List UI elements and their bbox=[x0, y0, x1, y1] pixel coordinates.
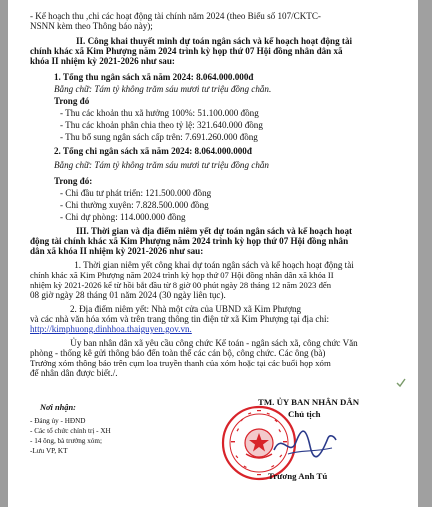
text-line-plan-item: - Kế hoạch thu ,chi các hoạt động tài chính năm 2024 (theo Biểu số 107/CKTC- bbox=[30, 11, 321, 21]
signature-organization: TM. ỦY BAN NHÂN DÂN bbox=[258, 397, 360, 407]
recipient-item: - Các tổ chức chính trị - XH bbox=[30, 427, 111, 435]
total-revenue-line: 1. Tổng thu ngân sách xã năm 2024: 8.064.000.000đ bbox=[54, 72, 254, 82]
instruction-line-3: Trưởng xóm thông báo trên cụm loa truyền thanh của xóm hoặc tại các buổi họp xóm bbox=[30, 358, 331, 368]
posting-location-line-2: và các nhà văn hóa xóm và trên trang thông tin điện tử xã Kim Phượng tại địa chỉ: bbox=[30, 314, 330, 324]
expenditure-item-1: - Chi đầu tư phát triển: 121.500.000 đồng bbox=[60, 188, 212, 198]
posting-time-line-1: 1. Thời gian niêm yết công khai dự toán ngân sách và kế hoạch hoạt động tài bbox=[74, 260, 354, 270]
instruction-line-2: phòng - thống kê gửi thông báo đến toàn thể các cán bộ, công chức. Các ông (bà) bbox=[30, 348, 326, 358]
posting-time-line-3: nhiệm kỳ 2021-2026 kể từ hồi bắt đầu từ 8 giờ 00 phút ngày 28 tháng 12 năm 2023 đến bbox=[30, 280, 331, 290]
section-2-heading-cont2: khóa II nhiệm kỳ 2021-2026 như sau: bbox=[30, 56, 175, 66]
text-line-plan-item-cont: NSNN kèm theo Thông báo này); bbox=[30, 21, 153, 31]
total-expenditure-in-words: Bằng chữ: Tám tỷ không trăm sáu mươi tư triệu đồng chẵn bbox=[54, 160, 269, 170]
document-page bbox=[30, 0, 398, 507]
posting-location-line-1: 2. Địa điểm niêm yết: Nhà một cửa của UBND xã Kim Phượng bbox=[70, 304, 302, 314]
total-expenditure-line: 2. Tổng chi ngân sách xã năm 2024: 8.064.000.000đ bbox=[54, 146, 252, 156]
section-2-heading: II. Công khai thuyết minh dự toán ngân sách và kế hoạch hoạt động tài bbox=[75, 36, 353, 46]
posting-time-line-4: 08 giờ ngày 28 tháng 01 năm 2024 (30 ngày liên tục). bbox=[30, 290, 226, 300]
revenue-item-3: - Thu bổ sung ngân sách cấp trên: 7.691.260.000 đồng bbox=[60, 132, 258, 142]
revenue-item-1: - Thu các khoản thu xã hưởng 100%: 51.100.000 đồng bbox=[60, 108, 259, 118]
posting-time-line-2: chính khác xã Kim Phượng năm 2024 trình kỳ họp thứ 07 Hội đồng nhân dân xã khóa II bbox=[30, 270, 334, 280]
recipient-item: -Lưu VP, KT bbox=[30, 447, 68, 455]
instruction-line-4: để nhân dân được biết./. bbox=[30, 368, 118, 378]
revenue-item-2: - Thu các khoản phân chia theo tỷ lệ: 321.640.000 đồng bbox=[60, 120, 263, 130]
website-link[interactable]: http://kimphuong.dinhhoa.thaiguyen.gov.vn. bbox=[30, 324, 192, 334]
recipients-title: Nơi nhận: bbox=[40, 403, 76, 412]
section-3-heading: III. Thời gian và địa điểm niêm yết dự toán ngân sách và kế hoạch hoạt bbox=[75, 226, 353, 236]
left-frame-border bbox=[0, 0, 8, 507]
check-mark-icon bbox=[396, 378, 406, 388]
recipient-item: - 14 ông, bà trưởng xóm; bbox=[30, 437, 102, 445]
expenditure-item-2: - Chi thường xuyên: 7.828.500.000 đồng bbox=[60, 200, 209, 210]
signatory-name: Trương Anh Tú bbox=[268, 471, 328, 481]
expenditure-item-3: - Chi dự phòng: 114.000.000 đồng bbox=[60, 212, 186, 222]
expenditure-breakdown-heading: Trong đó: bbox=[54, 176, 93, 186]
signature-role: Chủ tịch bbox=[288, 409, 321, 419]
section-3-heading-cont2: dân xã khóa II nhiệm kỳ 2021-2026 như sau: bbox=[30, 246, 204, 256]
handwritten-signature bbox=[270, 424, 340, 464]
total-revenue-in-words: Bằng chữ: Tám tỷ không trăm sáu mươi tư triệu đồng chẵn. bbox=[54, 84, 272, 94]
revenue-breakdown-heading: Trong đó bbox=[54, 96, 90, 106]
instruction-line-1: Ủy ban nhân dân xã yêu cầu công chức Kế toán - ngân sách xã, công chức Văn bbox=[70, 338, 358, 348]
recipient-item: - Đảng ủy - HĐND bbox=[30, 417, 86, 425]
section-3-heading-cont: động tài chính khác xã Kim Phượng năm 2024 trình kỳ họp thứ 07 Hội đồng nhân bbox=[30, 236, 349, 246]
section-2-heading-cont: chính khác xã Kim Phượng năm 2024 trình kỳ họp thứ 07 Hội đồng nhân dân xã bbox=[30, 46, 343, 56]
